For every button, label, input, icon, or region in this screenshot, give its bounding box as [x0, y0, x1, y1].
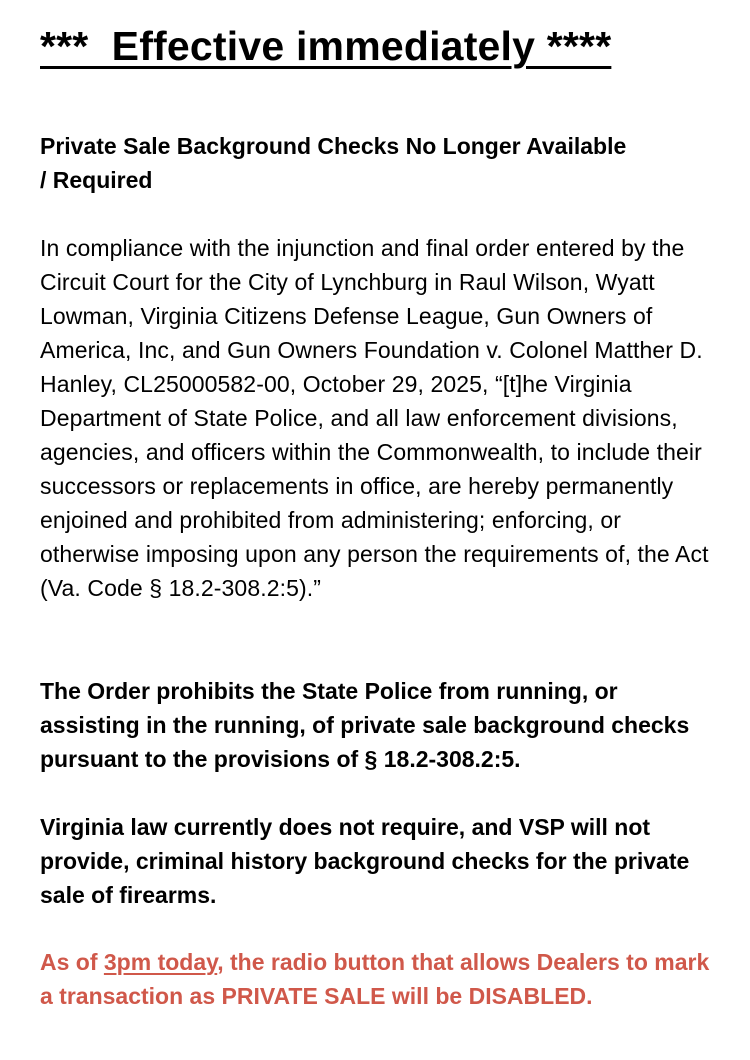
court-order-paragraph: In compliance with the injunction and final order entered by the Circuit Court for the City of Lynchburg in Raul Wilson, Wyatt Lowman, Virginia Citizens Defense League, Gun Owners of America, Inc, and Gun Owners Foundation v. Colonel Matther D. Hanley, CL25000582-00, October 29, 2025, “[t]he Virginia Department of State Police, and all law enforcement divisions, agencies, and officers within the Commonwealth, to include their successors or replacements in office, are hereby permanently enjoined and prohibited from administering; enforcing, or otherwise imposing upon any person the requirements of, the Act (Va. Code § 18.2-308.2:5).” [40, 235, 709, 601]
notice-suffix: , the radio button that allows Dealers to mark a transaction as PRIVATE SALE will be DISABLED. [40, 949, 710, 1009]
notice-time: 3pm today [103, 949, 218, 975]
virginia-law-paragraph: Virginia law currently does not require, and VSP will not provide, criminal history background checks for the private sale of firearms. [40, 814, 690, 908]
subheading: Private Sale Background Checks No Longer Available / Required [40, 133, 627, 193]
dealer-notice [40, 945, 720, 1013]
announcement [40, 18, 720, 1009]
order-prohibition-paragraph: The Order prohibits the State Police from running, or assisting in the running, of private sale background checks pursuant to the provisions of § 18.2-308.2:5. [40, 678, 690, 772]
headline: *** Effective immediately **** [40, 23, 612, 69]
notice-prefix: As of [40, 949, 104, 975]
